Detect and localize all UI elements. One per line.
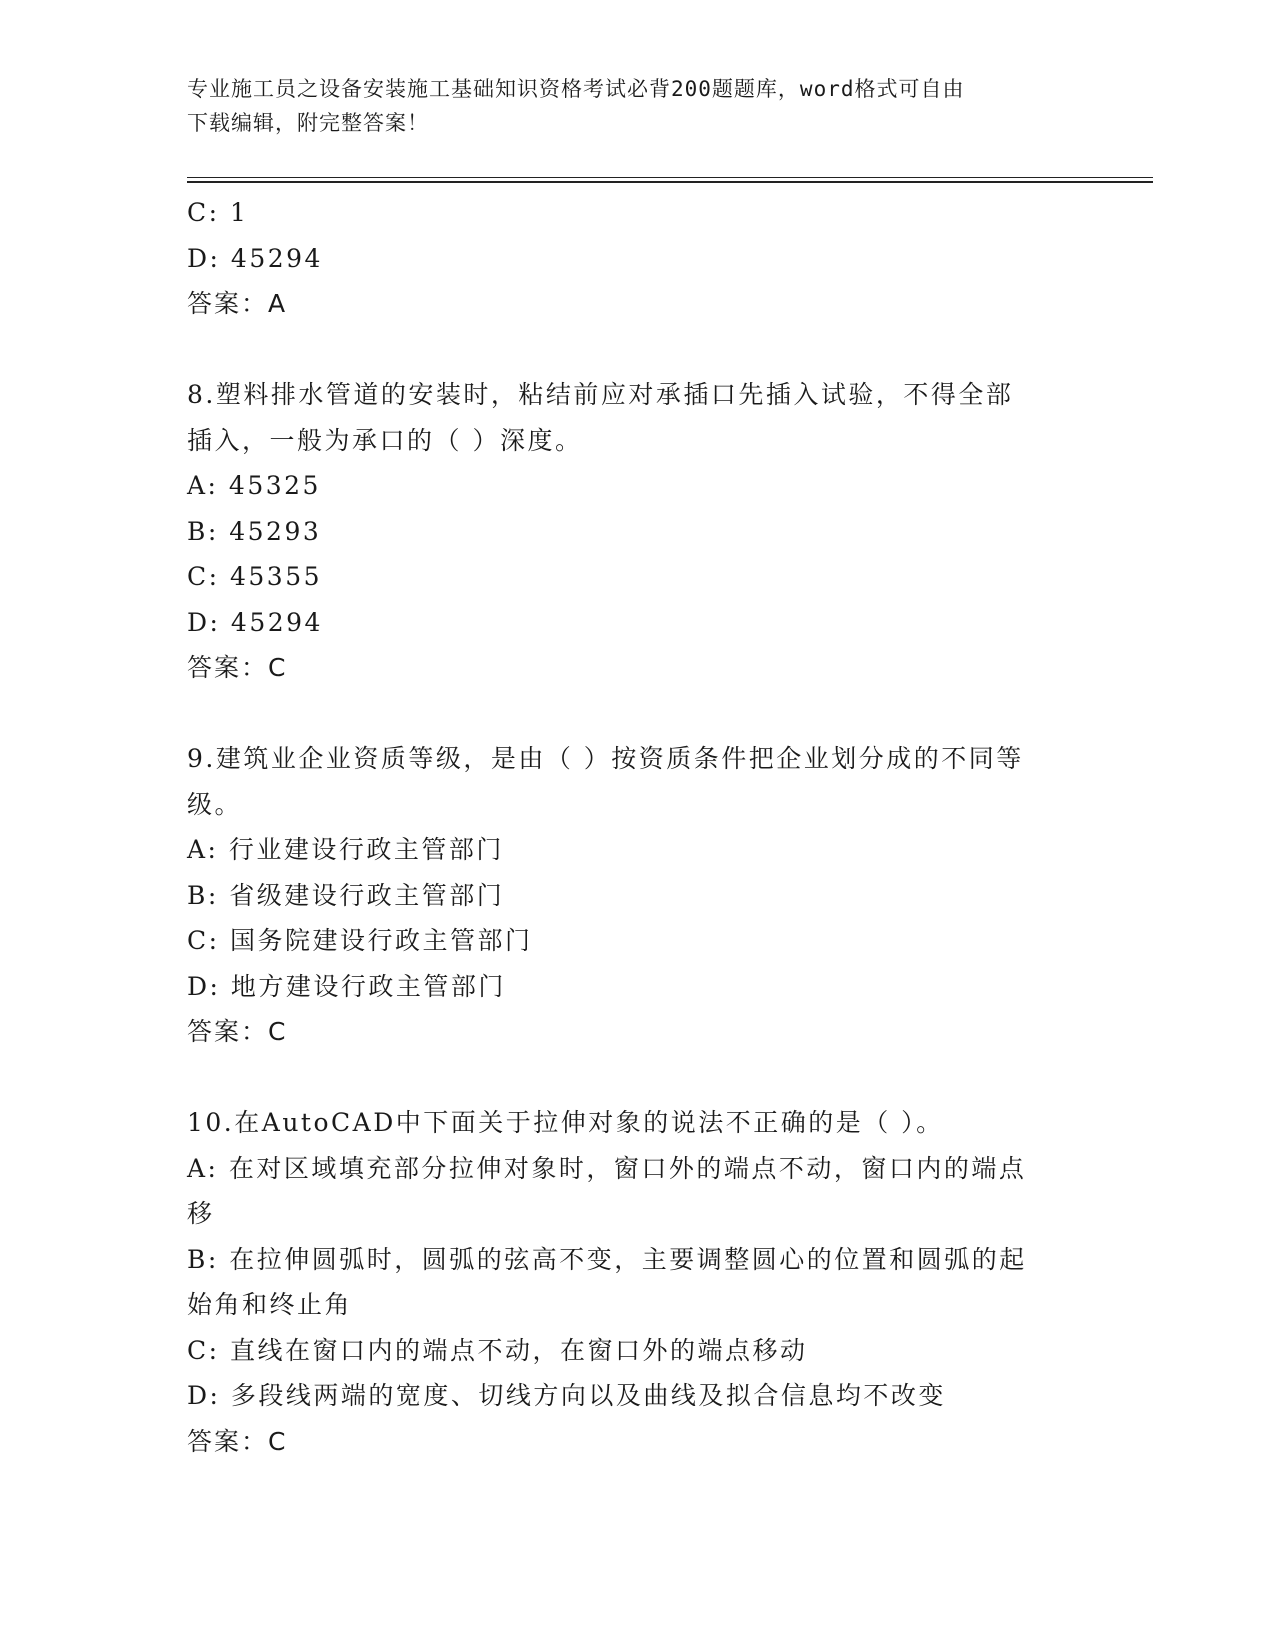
option-d: D: 地方建设行政主管部门 (187, 971, 506, 1001)
option-b: B: 45293 (187, 516, 322, 546)
option-c: C: 国务院建设行政主管部门 (187, 926, 533, 955)
option-a: A: 行业建设行政主管部门 (187, 835, 504, 864)
question-text: 9.建筑业企业资质等级，是由（ ）按资质条件把企业划分成的不同等 (187, 744, 1024, 773)
answer-line: 答案：C (187, 1017, 288, 1046)
header-line-1: 专业施工员之设备安装施工基础知识资格考试必背200题题库，word格式可自由 (187, 77, 965, 101)
question-9 (187, 736, 1087, 1055)
answer-line: 答案：A (187, 289, 288, 318)
option-a-continued: 移 (187, 1199, 215, 1228)
option-c: C: 1 (187, 198, 249, 227)
option-b-continued: 始角和终止角 (187, 1290, 353, 1319)
question-10 (187, 1100, 1087, 1464)
option-d: D: 45294 (187, 607, 323, 637)
previous-question-tail (187, 190, 1087, 327)
question-text: 10.在AutoCAD中下面关于拉伸对象的说法不正确的是（ ）。 (187, 1108, 944, 1137)
option-d: D: 多段线两端的宽度、切线方向以及曲线及拟合信息均不改变 (187, 1381, 946, 1410)
answer-line: 答案：C (187, 1426, 288, 1456)
question-8 (187, 372, 1087, 691)
option-b: B: 在拉伸圆弧时，圆弧的弦高不变，主要调整圆心的位置和圆弧的起 (187, 1244, 1027, 1274)
option-c: C: 直线在窗口内的端点不动，在窗口外的端点移动 (187, 1335, 808, 1365)
option-a: A: 在对区域填充部分拉伸对象时，窗口外的端点不动，窗口内的端点 (187, 1153, 1027, 1183)
option-b: B: 省级建设行政主管部门 (187, 880, 505, 910)
question-text: 插入，一般为承口的（ ）深度。 (187, 425, 583, 455)
question-list (187, 190, 1087, 1464)
document-header (187, 72, 1087, 140)
answer-line: 答案：C (187, 653, 288, 682)
header-line-2: 下载编辑，附完整答案！ (187, 111, 429, 135)
header-divider-thick (187, 181, 1153, 183)
option-a: A: 45325 (187, 471, 321, 500)
option-d: D: 45294 (187, 243, 323, 273)
header-divider (187, 177, 1153, 178)
question-text: 8.塑料排水管道的安装时，粘结前应对承插口先插入试验，不得全部 (187, 380, 1014, 409)
question-text: 级。 (187, 789, 243, 819)
option-c: C: 45355 (187, 562, 323, 591)
